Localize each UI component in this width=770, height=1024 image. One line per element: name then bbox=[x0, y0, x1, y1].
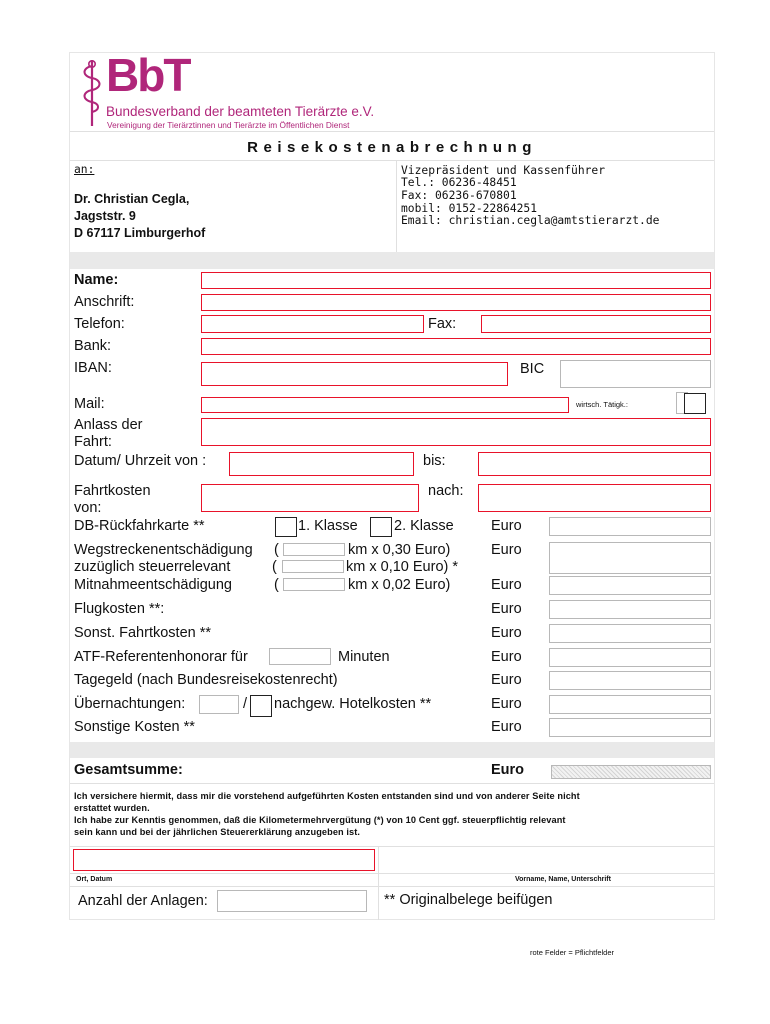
name-label: Name: bbox=[74, 272, 119, 288]
telefon-input[interactable] bbox=[201, 315, 424, 333]
mail-input[interactable] bbox=[201, 397, 569, 413]
flug-amount[interactable] bbox=[549, 600, 711, 619]
weg-paren-2: ( bbox=[272, 559, 277, 575]
logo-brand: BbT bbox=[106, 49, 190, 101]
datum-bis-input[interactable] bbox=[478, 452, 711, 476]
fahrtkosten-label-2: von: bbox=[74, 500, 102, 516]
separator-band bbox=[70, 252, 714, 269]
logo-subtitle: Vereinigung der Tierärztinnen und Tierärzte im Öffentlichen Dienst bbox=[107, 120, 350, 130]
mail-label: Mail: bbox=[74, 396, 105, 412]
weg-label-2: zuzüglich steuerrelevant bbox=[74, 559, 231, 575]
declaration-line-2: erstattet wurden. bbox=[74, 803, 150, 813]
address-name: Dr. Christian Cegla, bbox=[74, 192, 190, 206]
bis-label: bis: bbox=[423, 453, 446, 469]
staff-of-asclepius-icon bbox=[80, 58, 104, 128]
iban-label: IBAN: bbox=[74, 360, 112, 376]
belege-note: ** Originalbelege beifügen bbox=[384, 892, 553, 908]
uebernachtungen-label: Übernachtungen: bbox=[74, 696, 186, 712]
hotel-label: nachgew. Hotelkosten ** bbox=[274, 696, 432, 712]
bank-label: Bank: bbox=[74, 338, 112, 354]
datum-von-input[interactable] bbox=[229, 452, 414, 476]
sonstige-label: Sonstige Kosten ** bbox=[74, 719, 195, 735]
tagegeld-euro: Euro bbox=[491, 672, 522, 688]
name-input[interactable] bbox=[201, 272, 711, 289]
anlass-input[interactable] bbox=[201, 418, 711, 446]
signature-label: Vorname, Name, Unterschrift bbox=[515, 876, 611, 883]
wirtsch-checkbox[interactable] bbox=[684, 393, 706, 414]
contact-email: Email: christian.cegla@amtstierarzt.de bbox=[401, 214, 660, 227]
anlagen-input[interactable] bbox=[217, 890, 367, 912]
fahrt-nach-input[interactable] bbox=[478, 484, 711, 512]
declaration-line-4: sein kann und bei der jährlichen Steuererklärung anzugeben ist. bbox=[74, 827, 361, 837]
atf-minutes-input[interactable] bbox=[269, 648, 331, 665]
address-to-label: an: bbox=[74, 163, 95, 176]
mit-rate: km x 0,02 Euro) bbox=[348, 577, 451, 593]
uebernachtungen-slash: / bbox=[243, 696, 248, 712]
bic-input[interactable] bbox=[560, 360, 711, 388]
form-title: Reisekostenabrechnung bbox=[247, 139, 537, 156]
uebernachtungen-input[interactable] bbox=[199, 695, 239, 714]
logo bbox=[80, 49, 400, 130]
bank-input[interactable] bbox=[201, 338, 711, 355]
contact-role: Vizepräsident und Kassenführer bbox=[401, 164, 606, 177]
anschrift-input[interactable] bbox=[201, 294, 711, 311]
total-label: Gesamtsumme: bbox=[74, 762, 183, 778]
db-label: DB-Rückfahrkarte ** bbox=[74, 518, 205, 534]
total-euro: Euro bbox=[491, 762, 525, 778]
klasse1-label: 1. Klasse bbox=[298, 518, 358, 534]
weg-rate-1: km x 0,30 Euro) bbox=[348, 542, 451, 558]
anschrift-label: Anschrift: bbox=[74, 294, 135, 310]
fax-input[interactable] bbox=[481, 315, 711, 333]
total-amount bbox=[551, 765, 711, 779]
contact-fax: Fax: 06236-670801 bbox=[401, 189, 517, 202]
fahrt-von-input[interactable] bbox=[201, 484, 419, 512]
db-amount[interactable] bbox=[549, 517, 711, 536]
iban-input[interactable] bbox=[201, 362, 508, 386]
hotel-amount[interactable] bbox=[549, 695, 711, 714]
sonst-fahrt-euro: Euro bbox=[491, 625, 522, 641]
weg-rate-2: km x 0,10 Euro) * bbox=[346, 559, 459, 575]
weg-km-input[interactable] bbox=[283, 543, 345, 556]
bic-label: BIC bbox=[520, 361, 545, 377]
weg-paren-1: ( bbox=[274, 542, 279, 558]
pflichtfelder-note: rote Felder = Pflichtfelder bbox=[530, 948, 614, 957]
ort-datum-input[interactable] bbox=[73, 849, 375, 871]
sonstige-amount[interactable] bbox=[549, 718, 711, 737]
mit-paren: ( bbox=[274, 577, 279, 593]
declaration-line-1: Ich versichere hiermit, dass mir die vorstehend aufgeführten Kosten entstanden sind und von anderer Seite nicht bbox=[74, 791, 580, 801]
logo-name: Bundesverband der beamteten Tierärzte e.V. bbox=[106, 104, 375, 119]
sonstige-euro: Euro bbox=[491, 719, 522, 735]
declaration-line-3: Ich habe zur Kenntis genommen, daß die Kilometermehrvergütung (*) von 10 Cent ggf. steuerpflichtig relevant bbox=[74, 815, 566, 825]
atf-euro: Euro bbox=[491, 649, 522, 665]
hotel-checkbox[interactable] bbox=[250, 695, 272, 717]
declaration bbox=[74, 790, 710, 838]
fax-label: Fax: bbox=[428, 316, 457, 332]
mit-km-input[interactable] bbox=[283, 578, 345, 591]
wirtsch-label: wirtsch. Tätigk.: bbox=[576, 400, 628, 409]
weg-euro: Euro bbox=[491, 542, 522, 558]
ort-datum-label: Ort, Datum bbox=[76, 876, 113, 883]
address-street: Jagststr. 9 bbox=[74, 209, 136, 223]
weg-label-1: Wegstreckenentschädigung bbox=[74, 542, 253, 558]
address-city: D 67117 Limburgerhof bbox=[74, 226, 206, 240]
datum-label: Datum/ Uhrzeit von : bbox=[74, 453, 207, 469]
tagegeld-label: Tagegeld (nach Bundesreisekostenrecht) bbox=[74, 672, 338, 688]
atf-amount[interactable] bbox=[549, 648, 711, 667]
nach-label: nach: bbox=[428, 483, 464, 499]
separator-band-2 bbox=[70, 742, 714, 758]
flug-label: Flugkosten **: bbox=[74, 601, 165, 617]
fahrtkosten-label-1: Fahrtkosten bbox=[74, 483, 151, 499]
anlass-label-2: Fahrt: bbox=[74, 434, 112, 450]
sonst-fahrt-label: Sonst. Fahrtkosten ** bbox=[74, 625, 212, 641]
mit-euro: Euro bbox=[491, 577, 522, 593]
contact-tel: Tel.: 06236-48451 bbox=[401, 176, 517, 189]
mit-amount[interactable] bbox=[549, 576, 711, 595]
minuten-label: Minuten bbox=[338, 649, 390, 665]
klasse2-label: 2. Klasse bbox=[394, 518, 454, 534]
atf-label: ATF-Referentenhonorar für bbox=[74, 649, 248, 665]
klasse1-checkbox[interactable] bbox=[275, 517, 297, 537]
anlagen-label: Anzahl der Anlagen: bbox=[78, 893, 208, 909]
weg-steuer-km-input[interactable] bbox=[282, 560, 344, 573]
mit-label: Mitnahmeentschädigung bbox=[74, 577, 232, 593]
telefon-label: Telefon: bbox=[74, 316, 125, 332]
klasse2-checkbox[interactable] bbox=[370, 517, 392, 537]
db-euro: Euro bbox=[491, 518, 522, 534]
weg-amount[interactable] bbox=[549, 542, 711, 574]
sonst-fahrt-amount[interactable] bbox=[549, 624, 711, 643]
hotel-euro: Euro bbox=[491, 696, 522, 712]
flug-euro: Euro bbox=[491, 601, 522, 617]
anlass-label-1: Anlass der bbox=[74, 417, 143, 433]
contact-mobil: mobil: 0152-22864251 bbox=[401, 202, 538, 215]
tagegeld-amount[interactable] bbox=[549, 671, 711, 690]
